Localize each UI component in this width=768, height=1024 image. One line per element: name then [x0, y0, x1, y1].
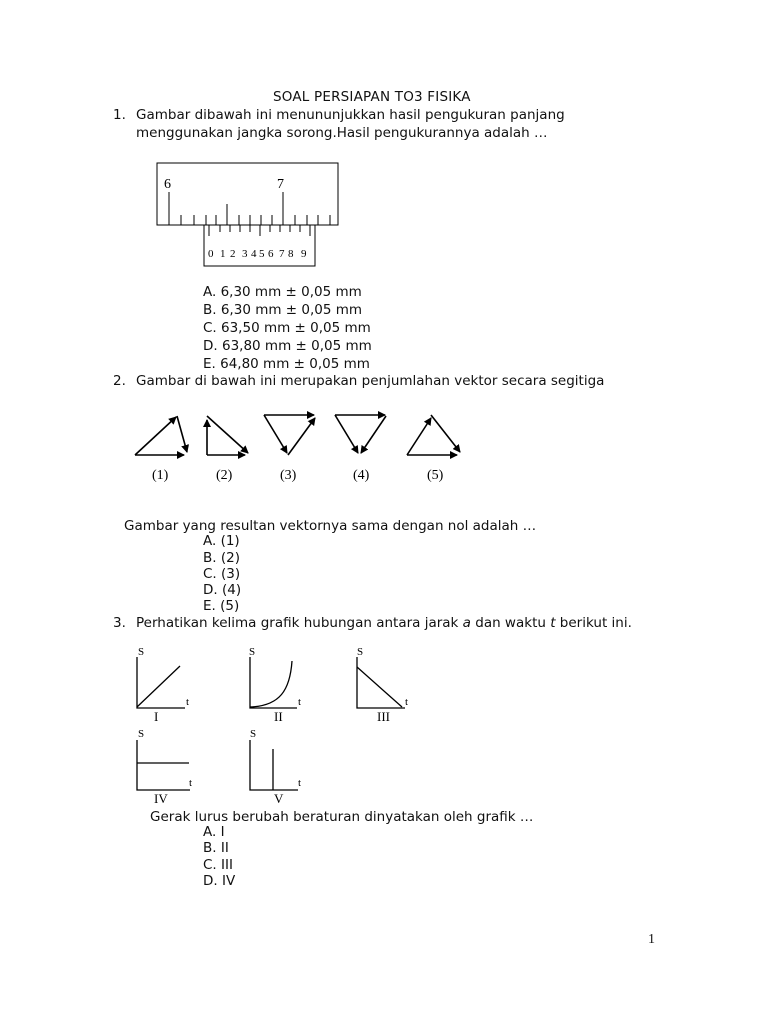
vernier-digit: 9: [301, 248, 307, 260]
graph-5-x-label: t: [298, 777, 302, 789]
graph-2-y-label: S: [249, 646, 256, 658]
q3-text: [136, 614, 632, 632]
q2-option-c: C. (3): [203, 566, 241, 582]
q1-option-a: A. 6,30 mm ± 0,05 mm: [203, 284, 362, 300]
q1-option-d: D. 63,80 mm ± 0,05 mm: [203, 338, 372, 354]
graph-3-label: III: [377, 709, 390, 724]
q1-number: 1.: [113, 107, 126, 123]
graph-4-x-label: t: [189, 777, 193, 789]
vector-label-3: (3): [280, 468, 297, 483]
vector-label-5: (5): [427, 468, 444, 483]
caliper-figure: [150, 158, 350, 270]
graph-1-x-label: t: [186, 696, 190, 708]
vector-triangle-3: [264, 415, 315, 455]
q2-question: Gambar yang resultan vektornya sama dengan nol adalah …: [124, 518, 537, 534]
q1-option-e: E. 64,80 mm ± 0,05 mm: [203, 356, 370, 372]
q3-option-c: C. III: [203, 857, 233, 873]
graph-3-y-label: S: [357, 646, 364, 658]
vernier-digit: 5: [259, 248, 265, 260]
graph-3-x-label: t: [405, 696, 409, 708]
vector-triangle-1: [135, 416, 187, 455]
q1-text-line1: Gambar dibawah ini menununjukkan hasil pengukuran panjang: [136, 107, 565, 123]
main-scale-label-7: 7: [277, 177, 284, 192]
q1-option-c: C. 63,50 mm ± 0,05 mm: [203, 320, 371, 336]
graph-2-x-label: t: [298, 696, 302, 708]
vector-label-4: (4): [353, 468, 370, 483]
q3-number: 3.: [113, 615, 126, 631]
q3-option-d: D. IV: [203, 873, 236, 889]
vernier-digit: 0: [208, 248, 214, 260]
q2-option-a: A. (1): [203, 533, 240, 549]
vector-triangle-2: [207, 416, 248, 455]
q2-number: 2.: [113, 373, 126, 389]
main-scale: [157, 163, 338, 225]
q2-text: Gambar di bawah ini merupakan penjumlahan vektor secara segitiga: [136, 373, 605, 389]
main-scale-label-6: 6: [164, 177, 171, 192]
vernier-digit: 6: [268, 248, 274, 260]
q3-text-part: dan waktu: [470, 615, 551, 631]
q3-option-a: A. I: [203, 824, 225, 840]
vector-label-1: (1): [152, 468, 169, 483]
page-title: SOAL PERSIAPAN TO3 FISIKA: [273, 89, 471, 105]
vector-triangles-figure: [128, 404, 478, 494]
vernier-digit: 2: [230, 248, 236, 260]
graph-4-label: IV: [154, 791, 168, 806]
q1-option-b: B. 6,30 mm ± 0,05 mm: [203, 302, 363, 318]
q3-var-t: t: [550, 615, 556, 631]
graph-2: [250, 657, 297, 708]
q2-option-e: E. (5): [203, 598, 240, 614]
graph-1: [137, 657, 185, 708]
page-number: 1: [648, 932, 655, 947]
graph-4-y-label: S: [138, 728, 145, 740]
graph-1-y-label: S: [138, 646, 145, 658]
graph-4: [137, 740, 193, 790]
motion-graphs-figure: [120, 640, 430, 810]
graph-2-label: II: [274, 709, 283, 724]
q3-text-part: Perhatikan kelima grafik hubungan antara jarak: [136, 615, 463, 631]
vernier-digit: 3: [242, 248, 248, 260]
vernier-digit: 7: [279, 248, 285, 260]
q3-var-a: a: [462, 615, 471, 631]
vernier-digit: 4: [251, 248, 257, 260]
q3-option-b: B. II: [203, 840, 229, 856]
q1-text-line2: menggunakan jangka sorong.Hasil pengukurannya adalah …: [136, 125, 548, 141]
graph-5-label: V: [274, 791, 284, 806]
graph-5-y-label: S: [250, 728, 257, 740]
vernier-digit: 1: [220, 248, 226, 260]
graph-1-label: I: [154, 709, 159, 724]
q2-option-d: D. (4): [203, 582, 242, 598]
vector-triangle-4: [335, 415, 386, 453]
q2-option-b: B. (2): [203, 550, 240, 566]
vector-triangle-5: [407, 415, 460, 455]
graph-3: [357, 657, 405, 708]
vector-label-2: (2): [216, 468, 233, 483]
q3-question: Gerak lurus berubah beraturan dinyatakan oleh grafik …: [150, 809, 534, 825]
graph-5: [250, 740, 298, 790]
vernier-digit: 8: [288, 248, 294, 260]
q3-text-part: berikut ini.: [555, 615, 632, 631]
